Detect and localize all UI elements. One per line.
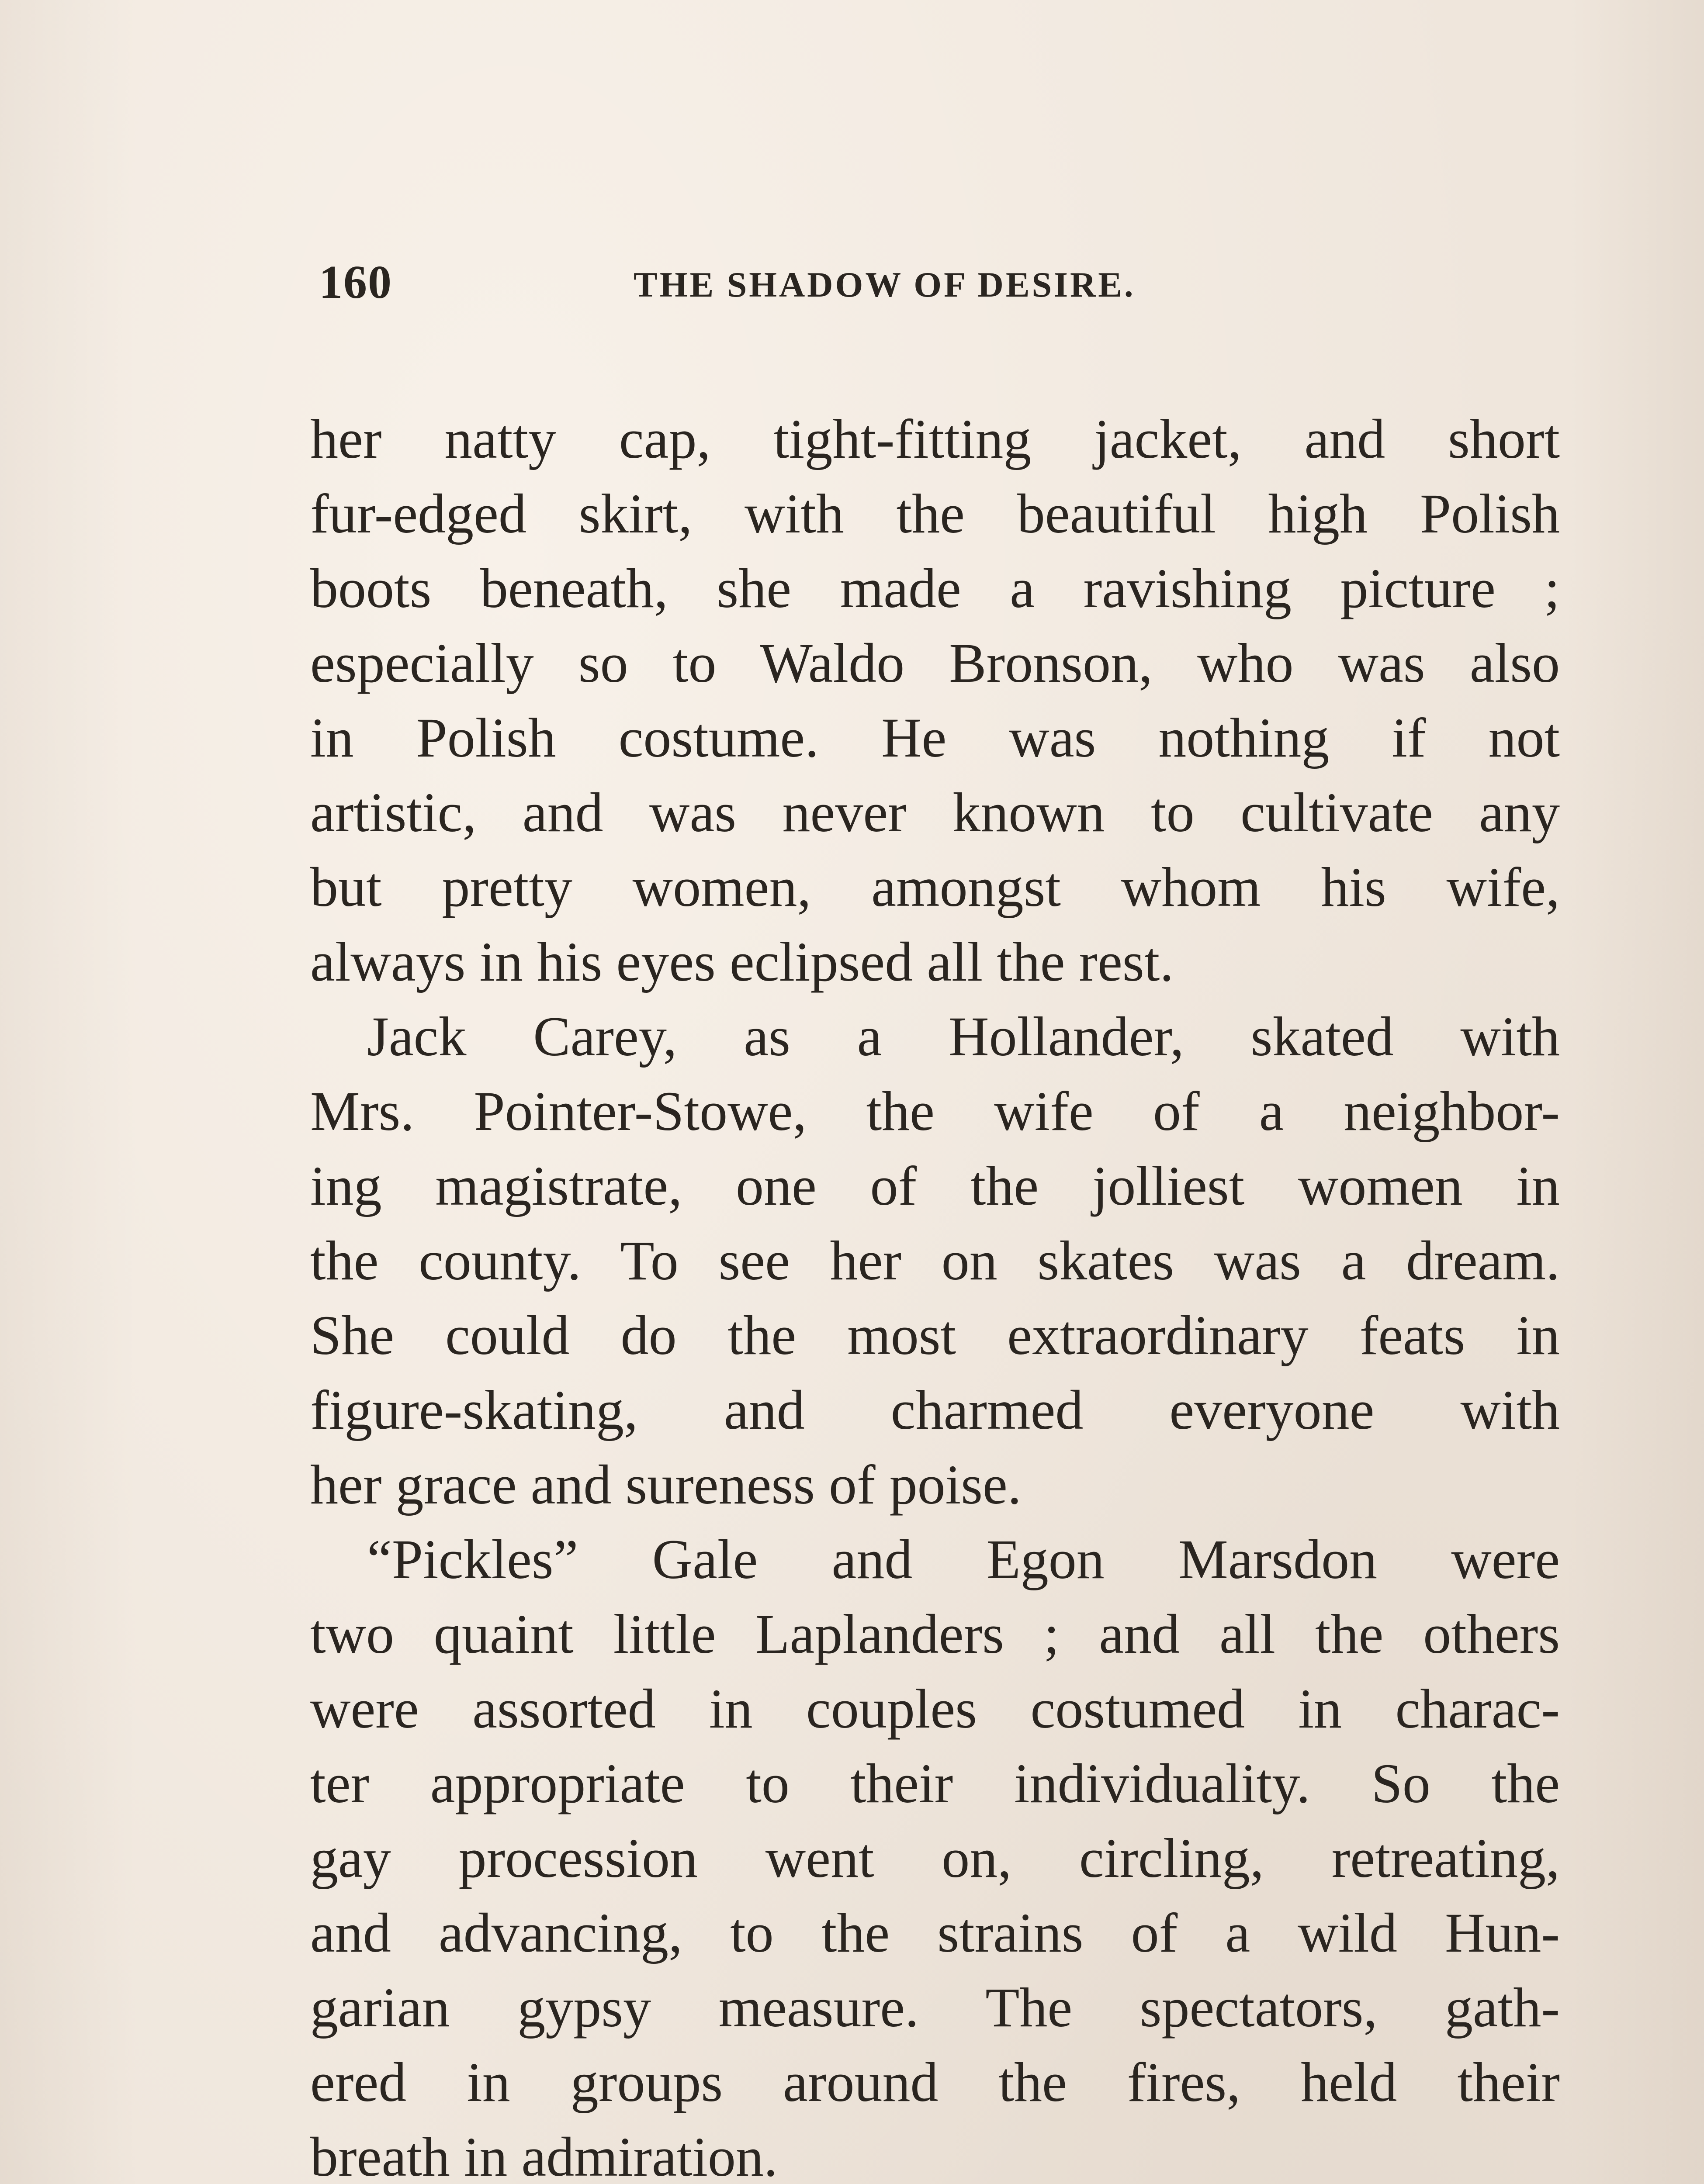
text-line: ter appropriate to their individuality. So the (310, 1752, 1560, 1814)
text-line: gay procession went on, circling, retreating, (310, 1827, 1560, 1889)
running-head (319, 256, 1271, 308)
text-line: especially so to Waldo Bronson, who was also (310, 632, 1560, 694)
text-line: were assorted in couples costumed in charac- (310, 1678, 1560, 1740)
text-line: two quaint little Laplanders ; and all the others (310, 1603, 1560, 1665)
text-line: She could do the most extraordinary feats in (310, 1304, 1560, 1366)
text-line: Mrs. Pointer-Stowe, the wife of a neighbor- (310, 1080, 1560, 1142)
running-title: THE SHADOW OF DESIRE. (634, 265, 1136, 304)
text-line: “Pickles” Gale and Egon Marsdon were (367, 1528, 1560, 1590)
text-line: boots beneath, she made a ravishing picture ; (310, 557, 1560, 619)
text-line: fur-edged skirt, with the beautiful high Polish (310, 483, 1560, 545)
text-line: her grace and sureness of poise. (310, 1454, 1022, 1516)
text-line: figure-skating, and charmed everyone with (310, 1379, 1560, 1441)
text-line: the county. To see her on skates was a dream. (310, 1230, 1560, 1292)
text-line: her natty cap, tight-fitting jacket, and short (310, 408, 1560, 470)
text-line: in Polish costume. He was nothing if not (310, 707, 1560, 769)
text-line: ered in groups around the fires, held their (310, 2051, 1560, 2113)
page-number: 160 (319, 256, 392, 308)
text-line: breath in admiration. (310, 2126, 778, 2184)
text-line: and advancing, to the strains of a wild Hun- (310, 1902, 1560, 1964)
text-line: always in his eyes eclipsed all the rest. (310, 931, 1174, 993)
text-line: Jack Carey, as a Hollander, skated with (367, 1006, 1560, 1068)
text-line: but pretty women, amongst whom his wife, (310, 856, 1560, 918)
text-line: artistic, and was never known to cultivate any (310, 781, 1560, 843)
body-text (310, 402, 1560, 2184)
text-line: ing magistrate, one of the jolliest women in (310, 1155, 1560, 1217)
text-line: garian gypsy measure. The spectators, gath- (310, 1977, 1560, 2039)
